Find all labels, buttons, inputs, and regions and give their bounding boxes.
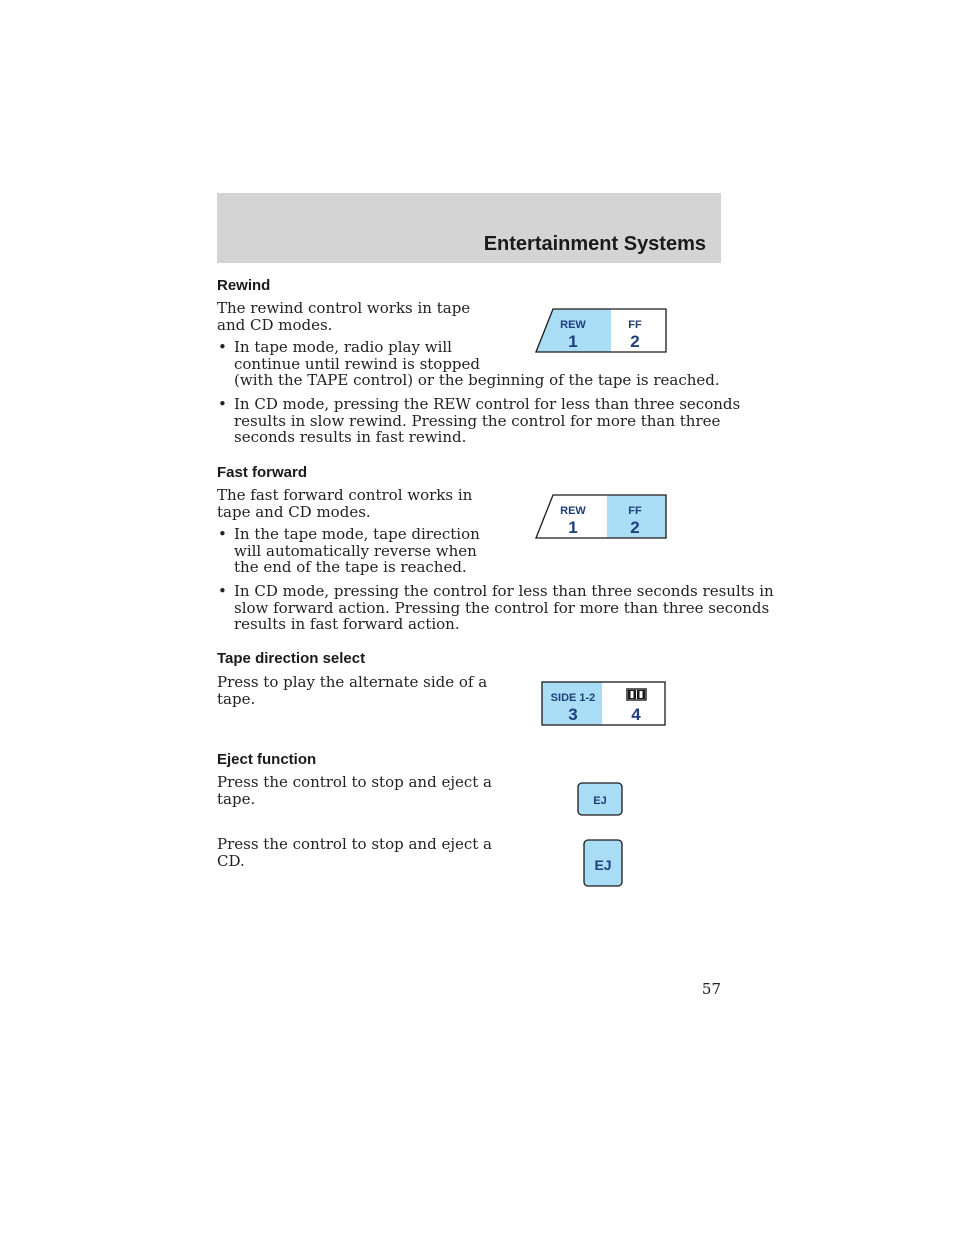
eject-heading: Eject function xyxy=(217,751,317,768)
rew-ff-button-ff-highlight xyxy=(535,494,668,540)
bullet-dot: • xyxy=(218,395,227,413)
fast-forward-heading: Fast forward xyxy=(217,464,308,481)
bullet-line: will automatically reverse when xyxy=(234,541,477,560)
bullet-line: In CD mode, pressing the REW control for less than three seconds xyxy=(234,395,741,413)
page-number: 57 xyxy=(701,980,721,998)
eject-cd-button-illustration xyxy=(583,839,625,889)
eject-cd-line: Press the control to stop and eject a xyxy=(217,835,492,853)
bullet-dot: • xyxy=(218,338,227,356)
bullet-line: seconds results in fast rewind. xyxy=(234,428,467,446)
bullet-line: In tape mode, radio play will xyxy=(234,338,452,356)
bullet-dot: • xyxy=(218,582,227,600)
eject-tape-text xyxy=(217,774,492,807)
ff-number: 2 xyxy=(630,518,640,537)
eject-tape-label: EJ xyxy=(593,795,607,807)
rewind-intro-line: The rewind control works in tape xyxy=(217,299,471,317)
rewind-heading: Rewind xyxy=(217,277,271,294)
section-header-band xyxy=(217,193,721,263)
rew-ff-button-rewind-highlight xyxy=(535,308,668,354)
rew-number: 1 xyxy=(568,518,578,537)
tape-reels-icon xyxy=(627,689,646,700)
eject-tape-button-illustration xyxy=(577,782,625,817)
rew-label: REW xyxy=(560,505,586,517)
side-label: SIDE 1-2 xyxy=(550,692,596,704)
tape-number: 4 xyxy=(631,705,641,724)
ff-intro-line: tape and CD modes. xyxy=(217,502,371,521)
bullet-line: (with the TAPE control) or the beginning of the tape is reached. xyxy=(234,371,720,389)
side-number: 3 xyxy=(568,705,578,724)
rew-number: 1 xyxy=(568,332,578,351)
ff-label: FF xyxy=(628,505,642,517)
bullet-dot: • xyxy=(218,525,227,543)
eject-tape-line: Press the control to stop and eject a xyxy=(217,773,492,791)
ff-label: FF xyxy=(628,319,642,331)
bullet-line: results in slow rewind. Pressing the control for more than three xyxy=(234,411,721,430)
tape-direction-text xyxy=(217,674,487,707)
eject-cd-text xyxy=(217,836,492,869)
bullet-line: slow forward action. Pressing the control for more than three seconds xyxy=(234,598,770,617)
section-title: Entertainment Systems xyxy=(483,233,706,255)
tape-direction-line: tape. xyxy=(217,689,256,708)
fast-forward-intro xyxy=(217,487,472,520)
bullet-line: results in fast forward action. xyxy=(234,615,460,633)
eject-cd-label: EJ xyxy=(594,857,612,873)
side-button-illustration xyxy=(541,681,667,727)
bullet-line: In CD mode, pressing the control for less than three seconds results in xyxy=(234,582,774,600)
ff-intro-line: The fast forward control works in xyxy=(217,486,473,504)
tape-direction-heading: Tape direction select xyxy=(217,650,366,667)
eject-cd-line: CD. xyxy=(217,851,245,870)
tape-direction-line: Press to play the alternate side of a xyxy=(217,673,488,691)
rewind-intro xyxy=(217,300,470,333)
ff-number: 2 xyxy=(630,332,640,351)
rewind-intro-line: and CD modes. xyxy=(217,315,333,334)
fast-forward-bullet-tape xyxy=(217,526,480,576)
rewind-bullet-cd xyxy=(217,396,740,446)
bullet-line: continue until rewind is stopped xyxy=(234,354,481,373)
fast-forward-bullet-cd xyxy=(217,583,774,633)
bullet-line: In the tape mode, tape direction xyxy=(234,525,480,543)
rew-label: REW xyxy=(560,319,586,331)
eject-tape-line: tape. xyxy=(217,789,256,808)
bullet-line: the end of the tape is reached. xyxy=(234,558,467,576)
